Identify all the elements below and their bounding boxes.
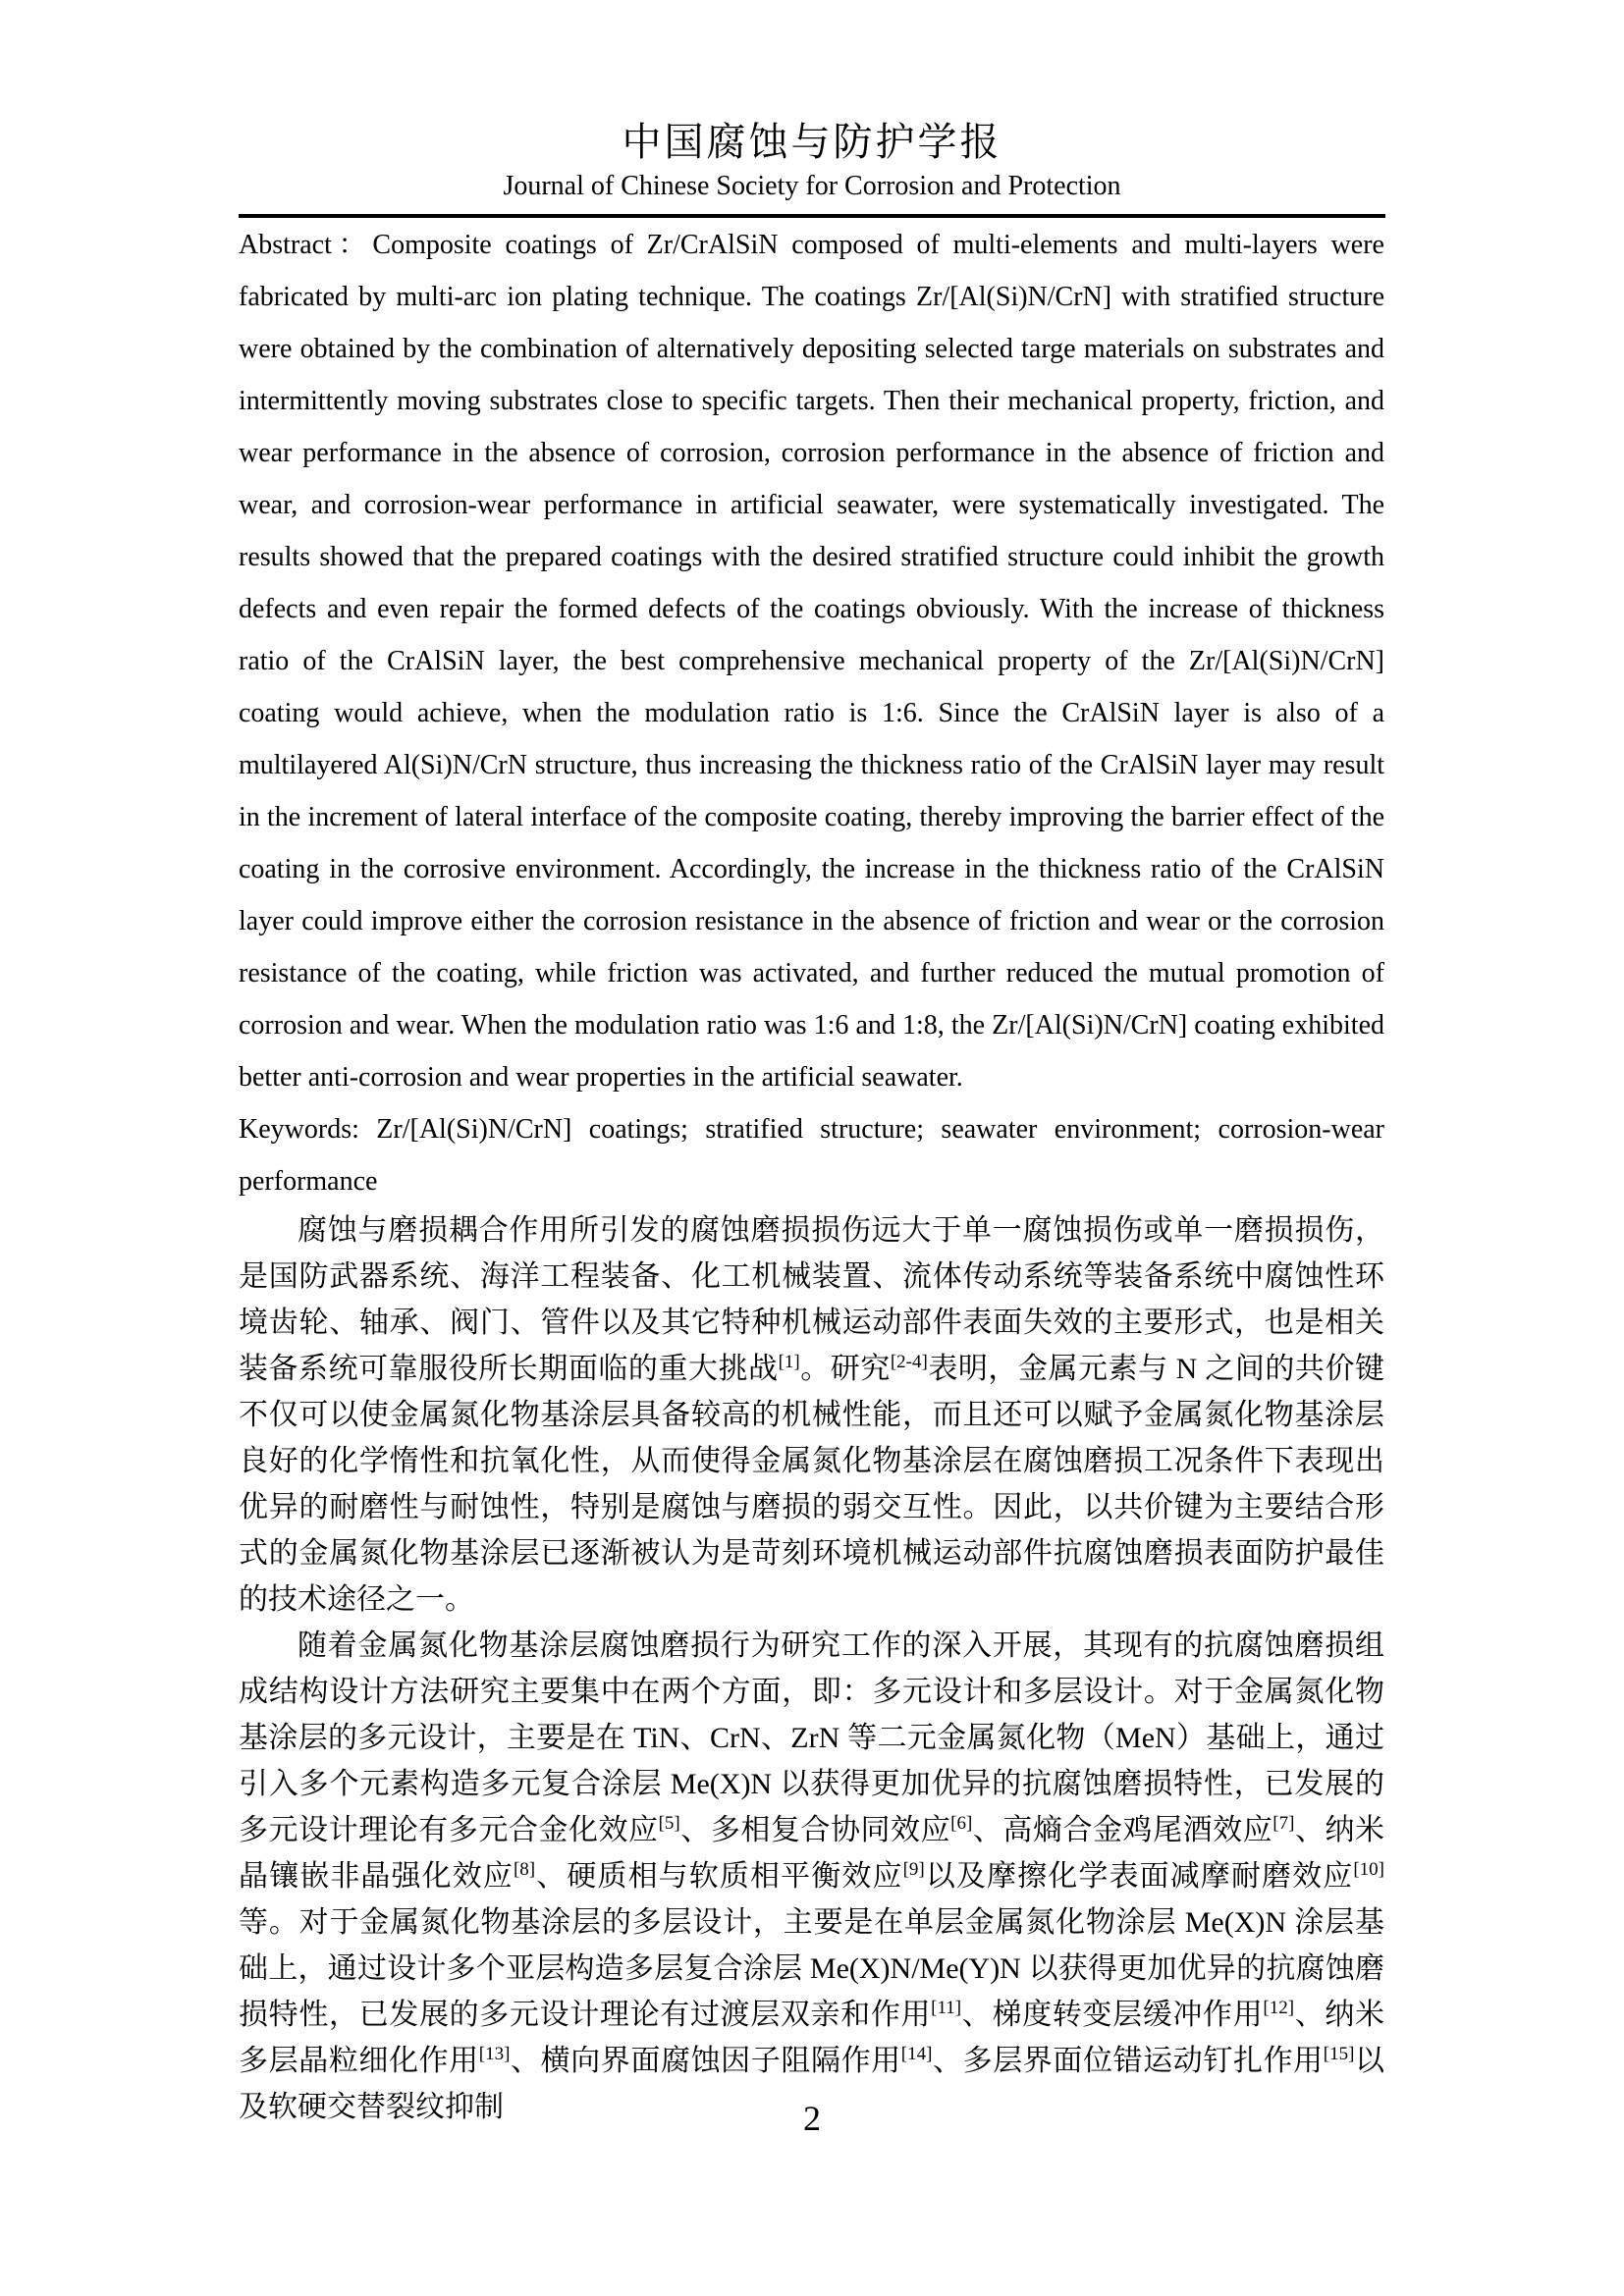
keywords-paragraph: Keywords: Zr/[Al(Si)N/CrN] coatings; stratified structure; seawater environment; corrosion-wear performance (239, 1114, 1384, 1197)
page-body (239, 218, 1384, 2130)
citation-ref: [13] (478, 2044, 511, 2064)
citation-ref: [6] (950, 1813, 973, 1834)
citation-ref: [7] (1272, 1813, 1295, 1834)
citation-ref: [10] (1353, 1859, 1385, 1880)
citation-ref: [8] (513, 1859, 536, 1880)
abstract-body: Composite coatings of Zr/CrAlSiN composed of multi-elements and multi-layers were fabricated by multi-arc ion plating technique. The coatings Zr/[Al(Si)N/CrN] with stratified structure were obtained by the combination of alternatively depositing selected targe materials on substrates and intermittently moving substrates close to specific targets. Then their mechanical property, friction, and wear performance in the absence of corrosion, corrosion performance in the absence of friction and wear, and corrosion-wear performance in artificial seawater, were systematically investigated. The results showed that the prepared coatings with the desired stratified structure could inhibit the growth defects and even repair the formed defects of the coatings obviously. With the increase of thickness ratio of the CrAlSiN layer, the best comprehensive mechanical property of the Zr/[Al(Si)N/CrN] coating would achieve, when the modulation ratio is 1:6. Since the CrAlSiN layer is also of a multilayered Al(Si)N/CrN structure, thus increasing the thickness ratio of the CrAlSiN layer may result in the increment of lateral interface of the composite coating, thereby improving the barrier effect of the coating in the corrosive environment. Accordingly, the increase in the thickness ratio of the CrAlSiN layer could improve either the corrosion resistance in the absence of friction and wear or the corrosion resistance of the coating, while friction was activated, and further reduced the mutual promotion of corrosion and wear. When the modulation ratio was 1:6 and 1:8, the Zr/[Al(Si)N/CrN] coating exhibited better anti-corrosion and wear properties in the artificial seawater. (239, 230, 1384, 1093)
citation-ref: [1] (778, 1352, 800, 1372)
abstract-paragraph (239, 219, 1384, 1103)
page-number: 2 (803, 2099, 821, 2138)
citation-ref: [5] (658, 1813, 680, 1834)
citation-ref: [11] (931, 1998, 962, 2018)
citation-ref: [2-4] (890, 1352, 928, 1372)
citation-ref: [12] (1263, 1998, 1295, 2018)
citation-ref: [15] (1323, 2044, 1355, 2064)
journal-title-zh: 中国腐蚀与防护学报 (622, 120, 1002, 164)
body-paragraph-2: 随着金属氮化物基涂层腐蚀磨损行为研究工作的深入开展，其现有的抗腐蚀磨损组成结构设计方法研究主要集中在两个方面，即：多元设计和多层设计。对于金属氮化物基涂层的多元设计，主要是在 TiN、CrN、ZrN 等二元金属氮化物（MeN）基础上，通过引入多个元素构造多元复合涂层 Me(X)N 以获得更加优异的抗腐蚀磨损特性，已发展的多元设计理论有多元合金化效应[5]、多相复合协同效应[6]、高熵合金鸡尾酒效应[7]、纳米晶镶嵌非晶强化效应[8]、硬质相与软质相平衡效应[9]以及摩擦化学表面减摩耐磨效应[10]等。对于金属氮化物基涂层的多层设计，主要是在单层金属氮化物涂层 Me(X)N 涂层基础上，通过设计多个亚层构造多层复合涂层 Me(X)N/Me(Y)N 以获得更加优异的抗腐蚀磨损特性，已发展的多元设计理论有过渡层双亲和作用[11]、梯度转变层缓冲作用[12]、纳米多层晶粒细化作用[13]、横向界面腐蚀因子阻隔作用[14]、多层界面位错运动钉扎作用[15]以及软硬交替裂纹抑制 (239, 1629, 1385, 2123)
journal-header (0, 0, 1624, 218)
body-paragraph-1: 腐蚀与磨损耦合作用所引发的腐蚀磨损损伤远大于单一腐蚀损伤或单一磨损损伤，是国防武器系统、海洋工程装备、化工机械装置、流体传动系统等装备系统中腐蚀性环境齿轮、轴承、阀门、管件以及其它特种机械运动部件表面失效的主要形式，也是相关装备系统可靠服役所长期面临的重大挑战[1]。研究[2-4]表明，金属元素与 N 之间的共价键不仅可以使金属氮化物基涂层具备较高的机械性能，而且还可以赋予金属氮化物基涂层良好的化学惰性和抗氧化性，从而使得金属氮化物基涂层在腐蚀磨损工况条件下表现出优异的耐磨性与耐蚀性，特别是腐蚀与磨损的弱交互性。因此，以共价键为主要结合形式的金属氮化物基涂层已逐渐被认为是苛刻环境机械运动部件抗腐蚀磨损表面防护最佳的技术途径之一。 (239, 1214, 1384, 1616)
abstract-label: Abstract： (239, 230, 373, 260)
citation-ref: [14] (900, 2044, 933, 2064)
journal-title-en: Journal of Chinese Society for Corrosion and Protection (503, 171, 1121, 201)
citation-ref: [9] (902, 1859, 925, 1880)
